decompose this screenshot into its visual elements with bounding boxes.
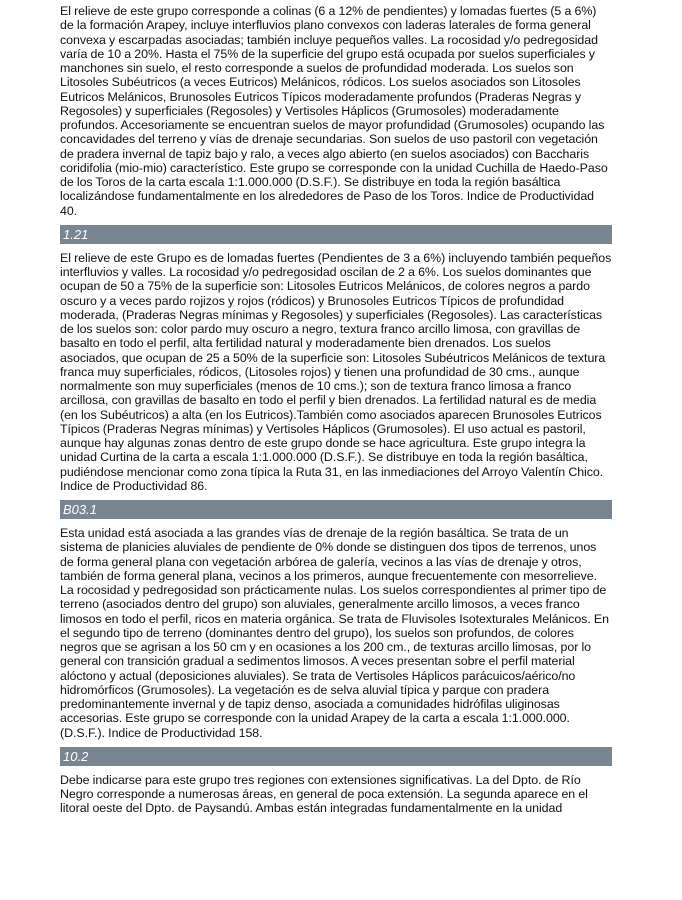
section-header-b03-1: B03.1 — [60, 500, 612, 519]
section-paragraph-10-2: Debe indicarse para este grupo tres regiones con extensiones significativas. La del Dpto. de Río Negro corresponde a numerosas áreas, en general de poca extensión. La segunda aparece en el litoral oeste del Dpto. de Paysandú. Ambas están integradas fundamentalmente en la unidad — [60, 772, 588, 816]
section-paragraph-1-21: El relieve de este Grupo es de lomadas fuertes (Pendientes de 3 a 6%) incluyendo también pequeños interfluvios y valles. La rocosidad y/o pedregosidad oscilan de 2 a 6%. Los suelos dominantes que ocupan de 50 a 75% de la superficie son: Litosoles Eutricos Melánicos, de colores negros a pardo oscuro y a veces pardo rojizos y rojos (ródicos) y Brunosoles Eutricos Típicos de profundidad moderada, (Praderas Negras mínimas y Regosoles) y superficiales (Regosoles). Las características de los suelos son: color pardo muy oscuro a negro, textura franco arcillo limosa, con gravillas de basalto en todo el perfil, alta fertilidad natural y moderadamente bien drenados. Los suelos asociados, que ocupan de 25 a 50% de la superficie son: Litosoles Subéutricos Melánicos de textura franca muy superficiales, ródicos, (Litosoles rojos) y tienen una profundidad de 30 cms., aunque normalmente son muy superficiales (menos de 10 cms.); son de textura franco limosa a franco arcillosa, con gravillas de basalto en todo el perfil y bien drenados. La fertilidad natural es de media (en los Subéutricos) a alta (en los Eutricos).También como asociados aparecen Brunosoles Eutricos Típicos (Praderas Negras mínimas) y Vertisoles Háplicos (Grumosoles). El uso actual es pastoril, aunque hay algunas zonas dentro de este grupo donde se hace agricultura. Este grupo integra la unidad Curtina de la carta a escala 1:1.000.000 (D.S.F.). Se distribuye en toda la región basáltica, pudiéndose mencionar como zona típica la Ruta 31, en las inmediaciones del Arroyo Valentín Chico. Indice de Productividad 86. — [60, 250, 612, 493]
intro-paragraph: El relieve de este grupo corresponde a colinas (6 a 12% de pendientes) y lomadas fuertes (5 a 6%) de la formación Arapey, incluye interfluvios plano convexos con laderas laterales de forma general convexa y escarpadas asociadas; también incluye pequeños valles. La rocosidad y/o pedregosidad varía de 10 a 20%. Hasta el 75% de la superficie del grupo está ocupada por suelos superficiales y manchones sin suelo, el resto corresponde a suelos de profundidad moderada. Los suelos son Litosoles Subéutricos (a veces Eutricos) Melánicos, ródicos. Los suelos asociados son Litosoles Eutricos Melánicos, Brunosoles Eutricos Típicos moderadamente profundos (Praderas Negras y Regosoles) y superficiales (Regosoles) y Vertisoles Háplicos (Grumosoles) moderadamente profundos. Accesoriamente se encuentran suelos de mayor profundidad (Grumosoles) ocupando las concavidades del terreno y vías de drenaje secundarias. Son suelos de uso pastoril con vegetación de pradera invernal de tapiz bajo y ralo, a veces algo abierto (en suelos asociados) con Baccharis coridifolia (mio-mio) característico. Este grupo se corresponde con la unidad Cuchilla de Haedo-Paso de los Toros de la carta escala 1:1.000.000 (D.S.F.). Se distribuye en toda la región basáltica localizándose fundamentalmente en los alrededores de Paso de los Toros. Indice de Productividad 40. — [60, 4, 608, 218]
section-header-10-2: 10.2 — [60, 747, 612, 766]
document-page — [60, 4, 612, 816]
section-paragraph-b03-1: Esta unidad está asociada a las grandes vías de drenaje de la región basáltica. Se trata de un sistema de planicies aluviales de pendiente de 0% donde se distinguen dos tipos de terrenos, unos de forma general plana con vegetación arbórea de galería, vecinos a las vías de drenaje y otros, también de forma general plana, vecinos a los primeros, aunque frecuentemente con mesorrelieve. La rocosidad y pedregosidad son prácticamente nulas. Los suelos correspondientes al primer tipo de terreno (asociados dentro del grupo) son aluviales, generalmente arcillo limosos, a veces franco limosos en todo el perfil, ricos en materia orgánica. Se trata de Fluvisoles Isotexturales Melánicos. En el segundo tipo de terreno (dominantes dentro del grupo), los suelos son profundos, de colores negros que se agrisan a los 50 cm y en ocasiones a los 200 cm., de texturas arcillo limosas, por lo general con transición gradual a sedimentos limosos. A veces presentan sobre el perfil material alóctono y actual (deposiciones aluviales). Se trata de Vertisoles Háplicos parácuicos/aérico/no hidromórficos (Grumosoles). La vegetación es de selva aluvial típica y parque con pradera predominantemente invernal y de tapiz denso, asociada a comunidades hidrófilas uliginosas accesorias. Este grupo se corresponde con la unidad Arapey de la carta a escala 1:1.000.000. (D.S.F.). Indice de Productividad 158. — [60, 526, 609, 740]
section-header-1-21: 1.21 — [60, 225, 612, 244]
